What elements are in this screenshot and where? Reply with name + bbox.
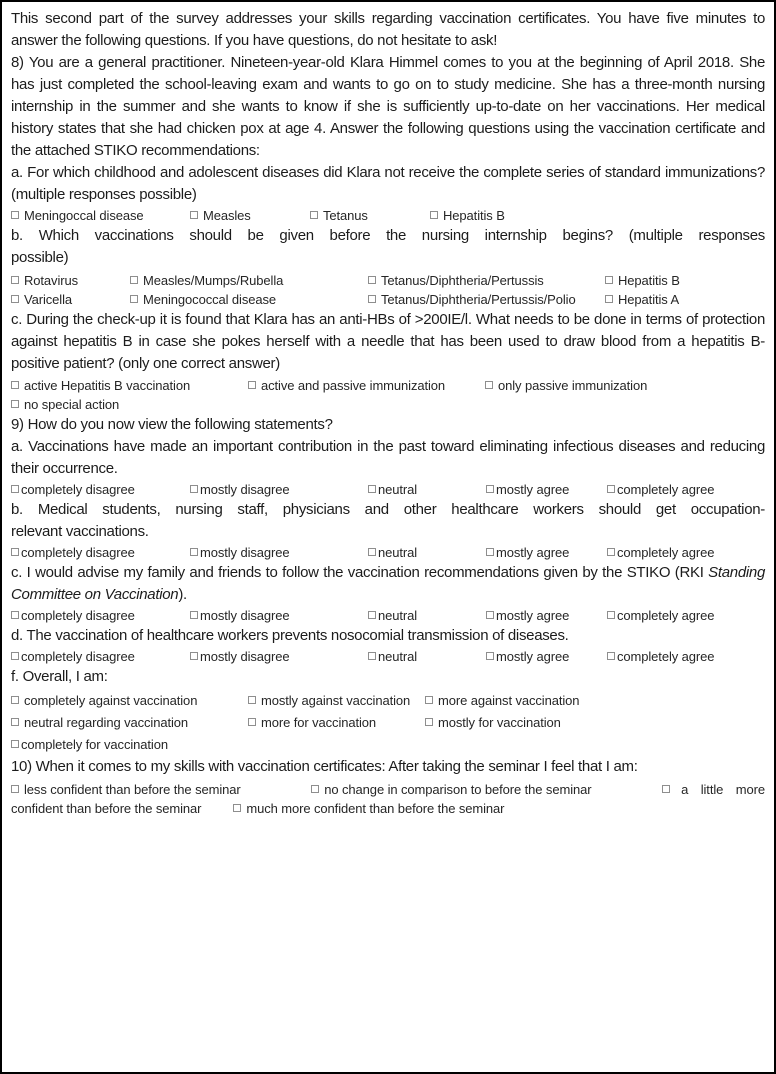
statement-9d-text: d. The vaccination of healthcare workers prevents nosocomial transmission of diseases. — [11, 627, 569, 644]
checkbox-icon[interactable] — [190, 548, 198, 556]
checkbox-icon[interactable] — [11, 211, 19, 219]
option-label: Measles/Mumps/Rubella — [143, 273, 284, 288]
question-8c-options-row2 — [11, 395, 765, 414]
intro-paragraph: This second part of the survey addresses your skills regarding vaccination certificates. You have five minutes to answer the following questions. If you have questions, do not hesitate to ask! — [11, 10, 765, 49]
question-10-options-line1 — [11, 780, 765, 799]
checkbox-icon[interactable] — [311, 785, 319, 793]
checkbox-option — [190, 647, 290, 666]
checkbox-icon[interactable] — [425, 718, 433, 726]
checkbox-option — [605, 290, 679, 309]
checkbox-option — [11, 395, 119, 414]
checkbox-icon[interactable] — [11, 785, 19, 793]
checkbox-option — [190, 543, 290, 562]
statement-9b-line1: b. Medical students, nursing staff, physicians and other healthcare workers should get occupation- — [11, 501, 765, 518]
checkbox-option — [190, 606, 290, 625]
checkbox-icon[interactable] — [11, 400, 19, 408]
checkbox-option — [607, 543, 714, 562]
checkbox-option — [486, 647, 569, 666]
option-label: neutral regarding vaccination — [24, 715, 189, 730]
likert-row-9b — [11, 543, 765, 562]
question-8b-options-row1 — [11, 271, 765, 290]
option-label: Tetanus/Diphtheria/Pertussis/Polio — [381, 292, 576, 307]
checkbox-icon[interactable] — [485, 381, 493, 389]
checkbox-option — [11, 206, 144, 225]
option-label: Hepatitis A — [618, 292, 680, 307]
option-label: completely disagree — [21, 545, 135, 560]
checkbox-option — [11, 290, 72, 309]
option-label: active and passive immunization — [261, 378, 446, 393]
checkbox-icon[interactable] — [248, 696, 256, 704]
checkbox-icon[interactable] — [11, 381, 19, 389]
option-label: Measles — [203, 208, 251, 223]
checkbox-option — [607, 480, 714, 499]
option-label: only passive immunization — [498, 378, 648, 393]
checkbox-option — [11, 271, 78, 290]
checkbox-icon[interactable] — [605, 276, 613, 284]
option-label: completely disagree — [21, 649, 135, 664]
option-label: completely agree — [617, 482, 715, 497]
checkbox-icon[interactable] — [130, 295, 138, 303]
option-label-continuation: confident than before the seminar — [11, 801, 202, 816]
checkbox-option — [368, 606, 417, 625]
checkbox-option — [11, 712, 188, 734]
question-10-text: 10) When it comes to my skills with vaccination certificates: After taking the seminar I feel that I am: — [11, 758, 638, 775]
checkbox-icon[interactable] — [11, 611, 19, 619]
option-label: completely agree — [617, 608, 715, 623]
checkbox-icon[interactable] — [607, 611, 615, 619]
likert-row-9d — [11, 647, 765, 666]
option-label: neutral — [378, 649, 418, 664]
question-9-text: 9) How do you now view the following statements? — [11, 416, 333, 433]
option-label: mostly agree — [496, 608, 570, 623]
checkbox-icon[interactable] — [425, 696, 433, 704]
checkbox-icon[interactable] — [607, 548, 615, 556]
checkbox-icon[interactable] — [190, 211, 198, 219]
option-label: Tetanus — [323, 208, 368, 223]
checkbox-option — [368, 480, 417, 499]
checkbox-icon[interactable] — [11, 696, 19, 704]
checkbox-option — [425, 712, 561, 734]
option-label: mostly agree — [496, 545, 570, 560]
statement-9c-italic: Standing Committee on Vaccination — [11, 564, 765, 603]
checkbox-icon[interactable] — [368, 652, 376, 660]
checkbox-option — [130, 290, 276, 309]
checkbox-icon[interactable] — [190, 611, 198, 619]
question-8b-line2: possible) — [11, 249, 69, 266]
question-8c-options-row1 — [11, 376, 765, 395]
checkbox-option — [368, 647, 417, 666]
option-label: Meningococcal disease — [143, 292, 277, 307]
statement-9b-line2: relevant vaccinations. — [11, 523, 149, 540]
option-label: mostly disagree — [200, 608, 290, 623]
checkbox-option — [11, 480, 135, 499]
checkbox-option — [11, 376, 190, 395]
option-label: mostly disagree — [200, 482, 290, 497]
option-label: no change in comparison to before the seminar — [324, 782, 592, 797]
checkbox-icon[interactable] — [368, 611, 376, 619]
option-label: completely agree — [617, 649, 715, 664]
checkbox-icon[interactable] — [248, 381, 256, 389]
checkbox-icon[interactable] — [11, 276, 19, 284]
checkbox-option — [607, 606, 714, 625]
checkbox-option — [485, 376, 647, 395]
option-label: completely for vaccination — [21, 737, 168, 752]
checkbox-option — [662, 780, 765, 799]
option-label: neutral — [378, 482, 418, 497]
option-label: completely disagree — [21, 608, 135, 623]
checkbox-icon[interactable] — [430, 211, 438, 219]
question-9f-options-row3 — [11, 734, 765, 756]
option-label: completely disagree — [21, 482, 135, 497]
question-8b-options-row2 — [11, 290, 765, 309]
checkbox-option — [607, 647, 714, 666]
checkbox-icon[interactable] — [190, 485, 198, 493]
option-label: neutral — [378, 608, 418, 623]
option-label: mostly against vaccination — [261, 693, 411, 708]
option-label: more for vaccination — [261, 715, 377, 730]
option-label: Varicella — [24, 292, 72, 307]
option-label: more against vaccination — [438, 693, 580, 708]
checkbox-option — [486, 480, 569, 499]
option-label: Hepatitis B — [618, 273, 680, 288]
checkbox-icon[interactable] — [368, 295, 376, 303]
option-label: less confident than before the seminar — [24, 782, 241, 797]
checkbox-option — [11, 543, 135, 562]
checkbox-option — [11, 647, 135, 666]
checkbox-option — [190, 206, 251, 225]
option-label: much more confident than before the seminar — [246, 801, 505, 816]
checkbox-icon[interactable] — [248, 718, 256, 726]
question-9f-options-row2 — [11, 712, 765, 734]
checkbox-icon[interactable] — [310, 211, 318, 219]
checkbox-option — [248, 712, 376, 734]
likert-row-9a — [11, 480, 765, 499]
question-8c-text: c. During the check-up it is found that Klara has an anti-HBs of >200IE/l. What needs to be done in terms of protection against hepatitis B in case she pokes herself with a needle that has been used to draw blood from a hepatitis B-positive patient? (only one correct answer) — [11, 311, 765, 372]
statement-9c-prefix: c. I would advise my family and friends to follow the vaccination recommendations given by the STIKO (RKI — [11, 564, 709, 581]
checkbox-option — [11, 690, 197, 712]
checkbox-icon[interactable] — [368, 485, 376, 493]
checkbox-icon[interactable] — [486, 611, 494, 619]
option-label: mostly agree — [496, 649, 570, 664]
checkbox-option — [310, 206, 368, 225]
question-8a-text: a. For which childhood and adolescent diseases did Klara not receive the complete series of standard immunizations? (multiple responses possible) — [11, 164, 765, 203]
checkbox-option — [368, 543, 417, 562]
checkbox-icon[interactable] — [368, 548, 376, 556]
checkbox-icon[interactable] — [11, 485, 19, 493]
checkbox-option — [486, 543, 569, 562]
checkbox-option — [233, 801, 504, 816]
option-label: neutral — [378, 545, 418, 560]
checkbox-option — [486, 606, 569, 625]
checkbox-icon[interactable] — [190, 652, 198, 660]
question-9f-text: f. Overall, I am: — [11, 668, 108, 685]
option-label: completely against vaccination — [24, 693, 198, 708]
checkbox-icon[interactable] — [11, 718, 19, 726]
question-8b-text — [11, 225, 765, 269]
checkbox-icon[interactable] — [486, 548, 494, 556]
option-label: Tetanus/Diphtheria/Pertussis — [381, 273, 544, 288]
question-8-text: 8) You are a general practitioner. Nineteen-year-old Klara Himmel comes to you at the beginning of April 2018. She has just completed the school-leaving exam and wants to go on to study medicine. She has a three-month nursing internship in the summer and she wants to know if she is sufficiently up-to-date on her vaccinations. Her medical history states that she had chicken pox at age 4. Answer the following questions using the vaccination certificate and the attached STIKO recommendations: — [11, 54, 765, 159]
checkbox-icon[interactable] — [486, 652, 494, 660]
checkbox-option — [11, 780, 241, 799]
option-label: a little more — [681, 782, 765, 797]
question-8a-options — [11, 206, 765, 225]
checkbox-option — [368, 271, 544, 290]
option-label: mostly disagree — [200, 545, 290, 560]
likert-row-9c — [11, 606, 765, 625]
statement-9a-text: a. Vaccinations have made an important contribution in the past toward eliminating infectious diseases and reducing their occurrence. — [11, 438, 765, 477]
checkbox-option — [190, 480, 290, 499]
checkbox-option — [248, 376, 445, 395]
option-label: no special action — [24, 397, 120, 412]
checkbox-icon[interactable] — [486, 485, 494, 493]
statement-9c-suffix: ). — [178, 586, 187, 603]
option-label: mostly for vaccination — [438, 715, 561, 730]
checkbox-option — [425, 690, 579, 712]
question-10-options-line2 — [11, 799, 765, 818]
option-label: mostly agree — [496, 482, 570, 497]
option-label: active Hepatitis B vaccination — [24, 378, 191, 393]
checkbox-option — [311, 780, 591, 799]
checkbox-option — [430, 206, 505, 225]
checkbox-option — [11, 606, 135, 625]
checkbox-icon[interactable] — [368, 276, 376, 284]
checkbox-icon[interactable] — [605, 295, 613, 303]
checkbox-icon[interactable] — [11, 548, 19, 556]
checkbox-option — [368, 290, 576, 309]
option-label: Hepatitis B — [443, 208, 505, 223]
checkbox-option — [605, 271, 680, 290]
checkbox-icon[interactable] — [607, 485, 615, 493]
checkbox-icon[interactable] — [233, 804, 241, 812]
option-label: mostly disagree — [200, 649, 290, 664]
checkbox-option — [130, 271, 283, 290]
checkbox-icon[interactable] — [11, 652, 19, 660]
checkbox-icon[interactable] — [662, 785, 670, 793]
question-8b-line1: b. Which vaccinations should be given before the nursing internship begins? (multiple responses — [11, 227, 765, 244]
option-label: Meningoccal disease — [24, 208, 144, 223]
option-label: Rotavirus — [24, 273, 79, 288]
checkbox-icon[interactable] — [130, 276, 138, 284]
statement-9c-text — [11, 562, 765, 606]
checkbox-icon[interactable] — [11, 740, 19, 748]
checkbox-option — [11, 734, 168, 756]
question-9f-options-row1 — [11, 690, 765, 712]
checkbox-icon[interactable] — [607, 652, 615, 660]
statement-9b-text — [11, 499, 765, 543]
option-label: completely agree — [617, 545, 715, 560]
checkbox-icon[interactable] — [11, 295, 19, 303]
checkbox-option — [248, 690, 410, 712]
